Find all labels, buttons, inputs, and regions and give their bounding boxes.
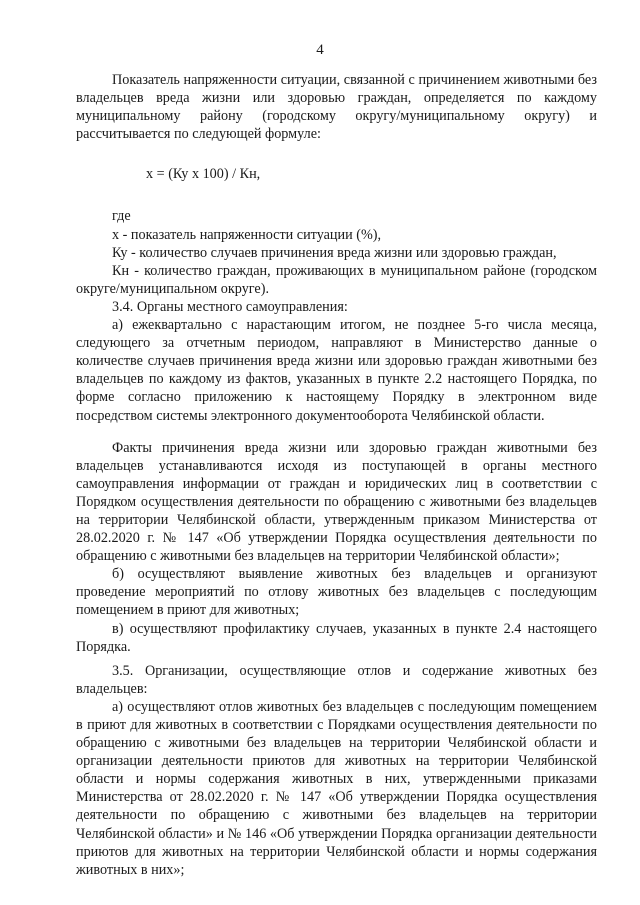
document-body [76, 71, 597, 879]
section-3-4-item-c: в) осуществляют профилактику случаев, указанных в пункте 2.4 настоящего Порядка. [76, 620, 597, 655]
section-3-4-item-b: б) осуществляют выявление животных без владельцев и организуют проведение мероприятий по отлову животных без владельцев с последующим помещением в приют для животных; [76, 566, 597, 619]
definition-ku: Ку - количество случаев причинения вреда жизни или здоровью граждан, [112, 244, 557, 261]
definition-kn: Кн - количество граждан, проживающих в муниципальном районе (городском округе/муниципальном округе). [76, 262, 597, 297]
section-3-4-heading: 3.4. Органы местного самоуправления: [112, 298, 348, 315]
section-3-5-heading: 3.5. Организации, осуществляющие отлов и содержание животных без владельцев: [76, 662, 597, 697]
formula: х = (Ку х 100) / Кн, [146, 166, 261, 183]
paragraph-where: где [112, 208, 131, 225]
paragraph-facts: Факты причинения вреда жизни или здоровью граждан животными без владельцев устанавливаются исходя из поступающей в органы местного самоуправления информации от граждан и юридических лиц в соответствии с Порядком осуществления деятельности по обращению с животными без владельцев на территории Челябинской области, утвержденным приказом Министерства от 28.02.2020 г. № 147 «Об утверждении Порядка осуществления деятельности по обращению с животными без владельцев на территории Челябинской области»; [76, 439, 597, 565]
paragraph-indicator-definition: Показатель напряженности ситуации, связанной с причинением животными без владельцев вреда жизни или здоровью граждан, определяется по каждому муниципальному району (городскому округу/муниципальному округу) и рассчитывается по следующей формуле: [76, 72, 597, 143]
section-3-4-item-a: а) ежеквартально с нарастающим итогом, не позднее 5-го числа месяца, следующего за отчетным периодом, направляют в Министерство данные о количестве случаев причинения вреда жизни или здоровью граждан животными без владельцев по каждому из фактов, указанных в пункте 2.2 настоящего Порядка, по форме согласно приложению к настоящему Порядку в электронном виде посредством системы электронного документооборота Челябинской области. [76, 317, 597, 424]
page-number: 4 [316, 42, 324, 58]
section-3-5-item-a: а) осуществляют отлов животных без владельцев с последующим помещением в приют для животных в соответствии с Порядками осуществления деятельности по обращению с животными без владельцев на территории Челябинской области и организации деятельности приютов для животных на территории Челябинской области и нормы содержания животных в них, утвержденными приказами Министерства от 28.02.2020 г. № 147 «Об утверждении Порядка осуществления деятельности по обращению с животными без владельцев на территории Челябинской области» и № 146 «Об утверждении Порядка организации деятельности приютов для животных на территории Челябинской области и нормы содержания животных в них»; [76, 698, 597, 878]
definition-x: х - показатель напряженности ситуации (%), [112, 226, 382, 243]
